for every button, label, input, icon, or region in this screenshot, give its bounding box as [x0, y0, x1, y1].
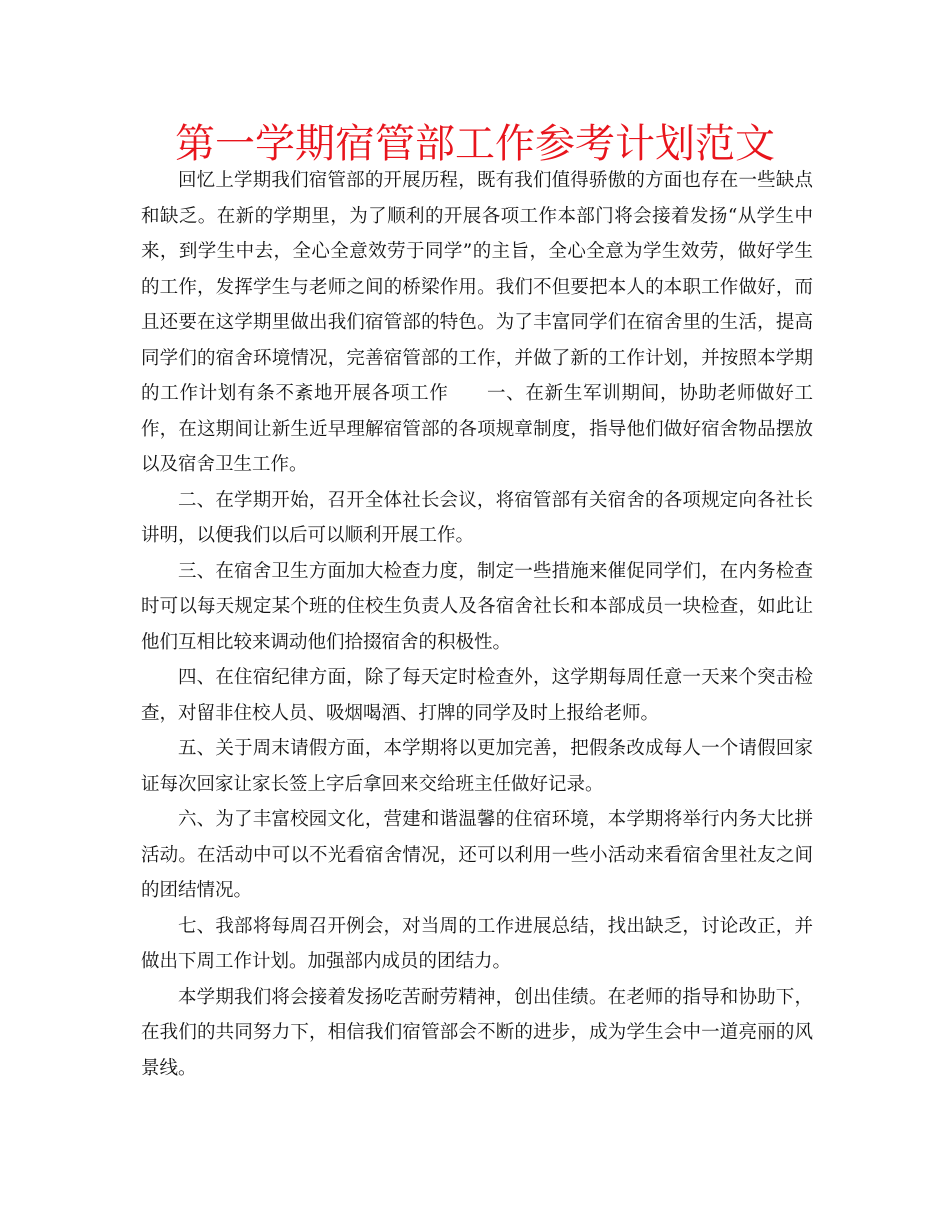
paragraph-closing: 本学期我们将会接着发扬吃苦耐劳精神，创出佳绩。在老师的指导和协助下，在我们的共同努力下，相信我们宿管部会不断的进步，成为学生会中一道亮丽的风景线。	[141, 986, 813, 1079]
paragraph-item-7: 七、我部将每周召开例会，对当周的工作进展总结，找出缺乏，讨论改正，并做出下周工作计划。加强部内成员的团结力。	[141, 915, 813, 972]
document-title: 第一学期宿管部工作参考计划范文	[175, 121, 775, 167]
paragraph-item-3: 三、在宿舍卫生方面加大检查力度，制定一些措施来催促同学们，在内务检查时可以每天规定某个班的住校生负责人及各宿舍社长和本部成员一块检查，如此让他们互相比较来调动他们拾掇宿舍的积极性。	[141, 560, 813, 653]
paragraph-item-5: 五、关于周末请假方面，本学期将以更加完善，把假条改成每人一个请假回家证每次回家让家长签上字后拿回来交给班主任做好记录。	[141, 738, 813, 795]
paragraph-item-2: 二、在学期开始，召开全体社长会议，将宿管部有关宿舍的各项规定向各社长讲明，以便我们以后可以顺利开展工作。	[141, 489, 813, 546]
paragraph-item-6: 六、为了丰富校园文化，营建和谐温馨的住宿环境，本学期将举行内务大比拼活动。在活动中可以不光看宿舍情况，还可以利用一些小活动来看宿舍里社友之间的团结情况。	[141, 809, 813, 901]
document-body	[141, 163, 813, 1086]
paragraph-intro: 回忆上学期我们宿管部的开展历程，既有我们值得骄傲的方面也存在一些缺点和缺乏。在新的学期里，为了顺利的开展各项工作本部门将会接着发扬“从学生中来，到学生中去，全心全意效劳于同学”的主旨，全心全意为学生效劳，做好学生的工作，发挥学生与老师之间的桥梁作用。我们不但要把本人的本职工作做好，而且还要在这学期里做出我们宿管部的特色。为了丰富同学们在宿舍里的生活，提高同学们的宿舍环境情况，完善宿管部的工作，并做了新的工作计划，并按照本学期的工作计划有条不紊地开展各项工作 一、在新生军训期间，协助老师做好工作，在这期间让新生近早理解宿管部的各项规章制度，指导他们做好宿舍物品摆放以及宿舍卫生工作。	[141, 170, 813, 475]
paragraph-item-4: 四、在住宿纪律方面，除了每天定时检查外，这学期每周任意一天来个突击检查，对留非住校人员、吸烟喝酒、打牌的同学及时上报给老师。	[141, 667, 813, 724]
